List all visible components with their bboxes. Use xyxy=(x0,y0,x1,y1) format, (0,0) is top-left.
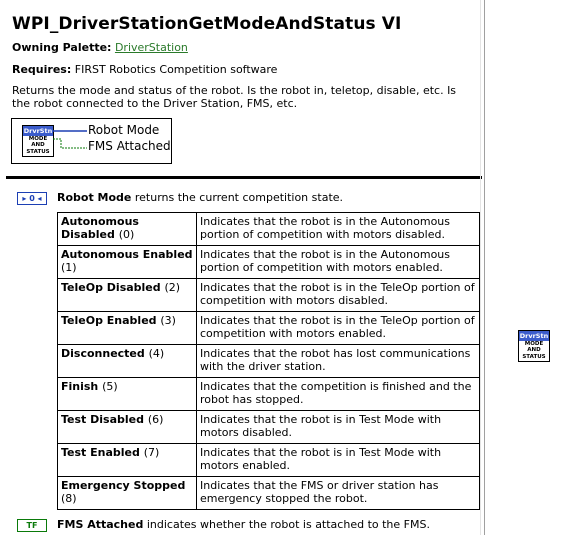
bool-icon: TF xyxy=(17,519,47,532)
mode-name-cell xyxy=(58,345,197,378)
mode-name: TeleOp Enabled xyxy=(61,314,157,327)
mode-name-cell xyxy=(58,378,197,411)
fms-attached-text: indicates whether the robot is attached to the FMS. xyxy=(143,518,430,531)
mode-value: (4) xyxy=(148,347,165,360)
mode-name-cell xyxy=(58,246,197,279)
robot-mode-description xyxy=(57,191,343,204)
mode-name: Test Enabled xyxy=(61,446,140,459)
mode-name-cell xyxy=(58,444,197,477)
mode-info-cell: Indicates that the competition is finished and the robot has stopped. xyxy=(197,378,480,411)
vi-icon-preview[interactable] xyxy=(518,330,550,362)
vi-icon-header: DrvrStn xyxy=(23,127,53,135)
mode-name: TeleOp Disabled xyxy=(61,281,161,294)
robot-mode-terminal-label: Robot Mode xyxy=(88,123,160,137)
owning-palette-label: Owning Palette: xyxy=(12,41,112,54)
mode-value: (0) xyxy=(118,228,135,241)
robot-mode-text: returns the current competition state. xyxy=(131,191,344,204)
vi-icon-body: MODE AND STATUS xyxy=(26,136,50,155)
mode-info-cell: Indicates that the robot is in Test Mode with motors disabled. xyxy=(197,411,480,444)
mode-name-cell xyxy=(58,477,197,510)
mode-value: (1) xyxy=(61,261,77,274)
vi-icon xyxy=(22,125,54,157)
mode-name-cell xyxy=(58,213,197,246)
requires-label: Requires: xyxy=(12,63,72,76)
mode-name-cell xyxy=(58,279,197,312)
table-row xyxy=(58,246,480,279)
vi-icon-preview-body: MODE AND STATUS xyxy=(522,341,546,360)
owning-palette-link[interactable]: DriverStation xyxy=(114,41,188,54)
mode-info-cell: Indicates that the robot is in the Autonomous portion of competition with motors enabled. xyxy=(197,246,480,279)
mode-value: (3) xyxy=(160,314,176,327)
connector-pane xyxy=(11,118,172,164)
mode-name-cell xyxy=(58,411,197,444)
mode-info-cell: Indicates that the robot is in the Autonomous portion of competition with motors disabled. xyxy=(197,213,480,246)
vi-description: Returns the mode and status of the robot. Is the robot in, teletop, disable, etc. Is the robot connected to the Driver Station, FMS, etc. xyxy=(12,84,457,110)
page-title: WPI_DriverStationGetModeAndStatus VI xyxy=(12,14,402,34)
table-row xyxy=(58,213,480,246)
mode-name: Disconnected xyxy=(61,347,145,360)
mode-name: Emergency Stopped xyxy=(61,479,186,492)
requires-value: FIRST Robotics Competition software xyxy=(74,63,278,76)
mode-info-cell: Indicates that the robot is in Test Mode with motors enabled. xyxy=(197,444,480,477)
fms-attached-description xyxy=(57,518,430,531)
vi-icon-preview-header: DrvrStn xyxy=(519,332,549,340)
mode-name: Autonomous Enabled xyxy=(61,248,193,261)
section-divider xyxy=(6,176,482,179)
mode-name: Test Disabled xyxy=(61,413,144,426)
robot-mode-name: Robot Mode xyxy=(57,191,132,204)
terminal-wires xyxy=(53,119,89,163)
mode-info-cell: Indicates that the robot is in the TeleOp portion of competition with motors disabled. xyxy=(197,279,480,312)
table-row xyxy=(58,378,480,411)
panel-border-inner xyxy=(480,0,481,535)
table-row xyxy=(58,411,480,444)
panel-border xyxy=(484,0,485,535)
mode-value: (7) xyxy=(143,446,160,459)
table-row xyxy=(58,345,480,378)
mode-name-cell xyxy=(58,312,197,345)
mode-value: (8) xyxy=(61,492,77,505)
mode-info-cell: Indicates that the robot is in the TeleOp portion of competition with motors enabled. xyxy=(197,312,480,345)
fms-attached-terminal-label: FMS Attached xyxy=(88,139,171,153)
enum-icon: ▸ 0 ◂ xyxy=(17,192,47,205)
mode-name: Finish xyxy=(61,380,99,393)
mode-value: (2) xyxy=(164,281,181,294)
table-row xyxy=(58,444,480,477)
mode-info-cell: Indicates that the FMS or driver station has emergency stopped the robot. xyxy=(197,477,480,510)
table-row xyxy=(58,312,480,345)
requires-line xyxy=(12,63,277,76)
fms-attached-name: FMS Attached xyxy=(57,518,144,531)
table-row xyxy=(58,279,480,312)
owning-palette-line xyxy=(12,41,188,54)
table-row xyxy=(58,477,480,510)
mode-name: Autonomous Disabled xyxy=(61,215,139,241)
mode-info-cell: Indicates that the robot has lost communications with the driver station. xyxy=(197,345,480,378)
robot-mode-table xyxy=(57,212,480,510)
mode-value: (6) xyxy=(147,413,164,426)
mode-value: (5) xyxy=(102,380,118,393)
